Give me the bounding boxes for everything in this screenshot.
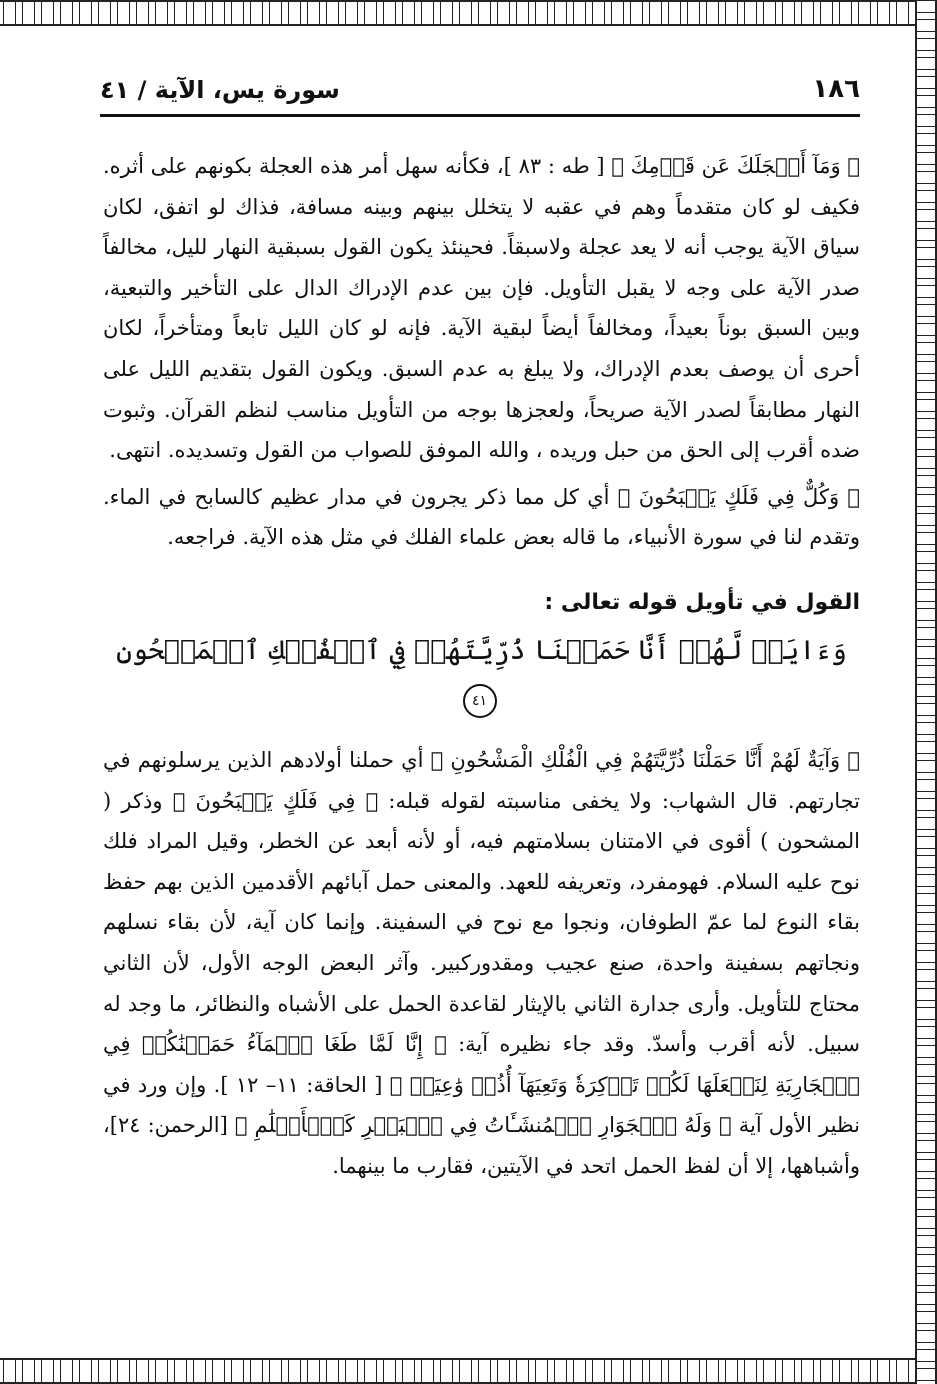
paragraph-2: ﴿ وَكُلٌّ فِي فَلَكٍ يَسۡبَحُونَ ﴾ أي كل مما ذكر يجرون في مدار عظيم كالسابح في الماء. وتقدم لنا في سورة الأنبياء، ما قاله بعض علماء الفلك في مثل هذه الآية. فراجعه. <box>103 484 860 550</box>
paragraph-1: ﴿ وَمَآ أَعۡجَلَكَ عَن قَوۡمِكَ ﴾ [ طه : ٨٣ ]، فكأنه سهل أمر هذه العجلة بكونهم على أثره. فكيف لو كان متقدماً وهم في عقبه لا يتخلل بينهم وبينه مسافة، فذاك لو اتفق، لكان سياق الآية يوجب أنه لا يعد عجلة ولاسبقاً. فحينئذ يكون القول بسبقية النهار لليل، مخالفاً صدر الآية على وجه لا يقبل التأويل. فإن بين عدم الإدراك الدال على التأخير والتبعية، وبين السبق بوناً بعيداً، ومخالفاً أيضاً لبقية الآية. فإنه لو كان الليل تابعاً ومتأخراً، لكان أحرى أن يوصف بعدم الإدراك، ولا يبلغ به عدم السبق. ويكون القول بتقديم الليل على النهار مطابقاً لصدر الآية صريحاً، ولعجزها بوجه من التأويل مناسب لنظم القرآن. وثبوت ضده أقرب إلى الحق من حبل وريده ، والله الموفق للصواب من القول وتسديده. انتهى. <box>103 154 860 463</box>
page-header <box>100 72 860 117</box>
page-number: ١٨٦ <box>812 74 860 104</box>
section-heading: القول في تأويل قوله تعالى : <box>544 589 860 615</box>
decorative-border-top <box>0 0 937 26</box>
page-body <box>103 146 860 1186</box>
verse-number-badge: ٤١ <box>463 684 497 718</box>
quran-verse <box>103 626 860 726</box>
verse-text: وَءَايَةٞ لَّهُمۡ أَنَّا حَمَلۡنَا ذُرِّيَّتَهُمۡ فِي ٱلۡفُلۡكِ ٱلۡمَشۡحُونِ <box>116 634 847 666</box>
commentary-paragraph: ﴿ وَآيَةٌ لَهُمْ أَنَّا حَمَلْنَا ذُرِّيَّتَهُمْ فِي الْفُلْكِ الْمَشْحُونِ ﴾ أي حملنا أولادهم الذين يرسلونهم في تجارتهم. قال الشهاب: ولا يخفى مناسبته لقوله قبله: ﴿ فِي فَلَكٍ يَسۡبَحُونَ ﴾ وذكر ( المشحون ) أقوى في الامتنان بسلامتهم فيه، أو لأنه أبعد عن الخطر، وقيل المراد فلك نوح عليه السلام. فهومفرد، وتعريفه للعهد. والمعنى حمل آبائهم الأقدمين الذين بهم حفظ بقاء النوع لما عمّ الطوفان، ونجوا مع نوح في السفينة. وإنما كان آية، لأن بقاء نسلهم ونجاتهم بسفينة واحدة، صنع عجيب ومقدوركبير. وآثر البعض الوجه الأول، لأن الثاني محتاج للتأويل. وأرى جدارة الثاني بالإيثار لقاعدة الحمل على الأشباه والنظائر، ما وجد له سبيل. لأنه أقرب وأسدّ. وقد جاء نظيره آية: ﴿ إِنَّا لَمَّا طَغَا ٱلۡمَآءُ حَمَلۡنَٰكُمۡ فِي ٱلۡجَارِيَةِ لِنَجۡعَلَهَا لَكُمۡ تَذۡكِرَةٗ وَتَعِيَهَآ أُذُنٞ وَٰعِيَةٞ ﴾ [ الحاقة: ١١– ١٢ ]. وإن ورد في نظير الأول آية ﴿ وَلَهُ ٱلۡجَوَارِ ٱلۡمُنشَـَٔاتُ فِي ٱلۡبَحۡرِ كَٱلۡأَعۡلَٰمِ ﴾ [الرحمن: ٢٤]، وأشباهها، إلا أن لفظ الحمل اتحد في الآيتين، فقارب ما بينهما. <box>103 747 860 1178</box>
decorative-border-right <box>915 0 937 1384</box>
decorative-border-bottom <box>0 1358 937 1384</box>
running-title: سورة يس، الآية / ٤١ <box>100 76 340 104</box>
